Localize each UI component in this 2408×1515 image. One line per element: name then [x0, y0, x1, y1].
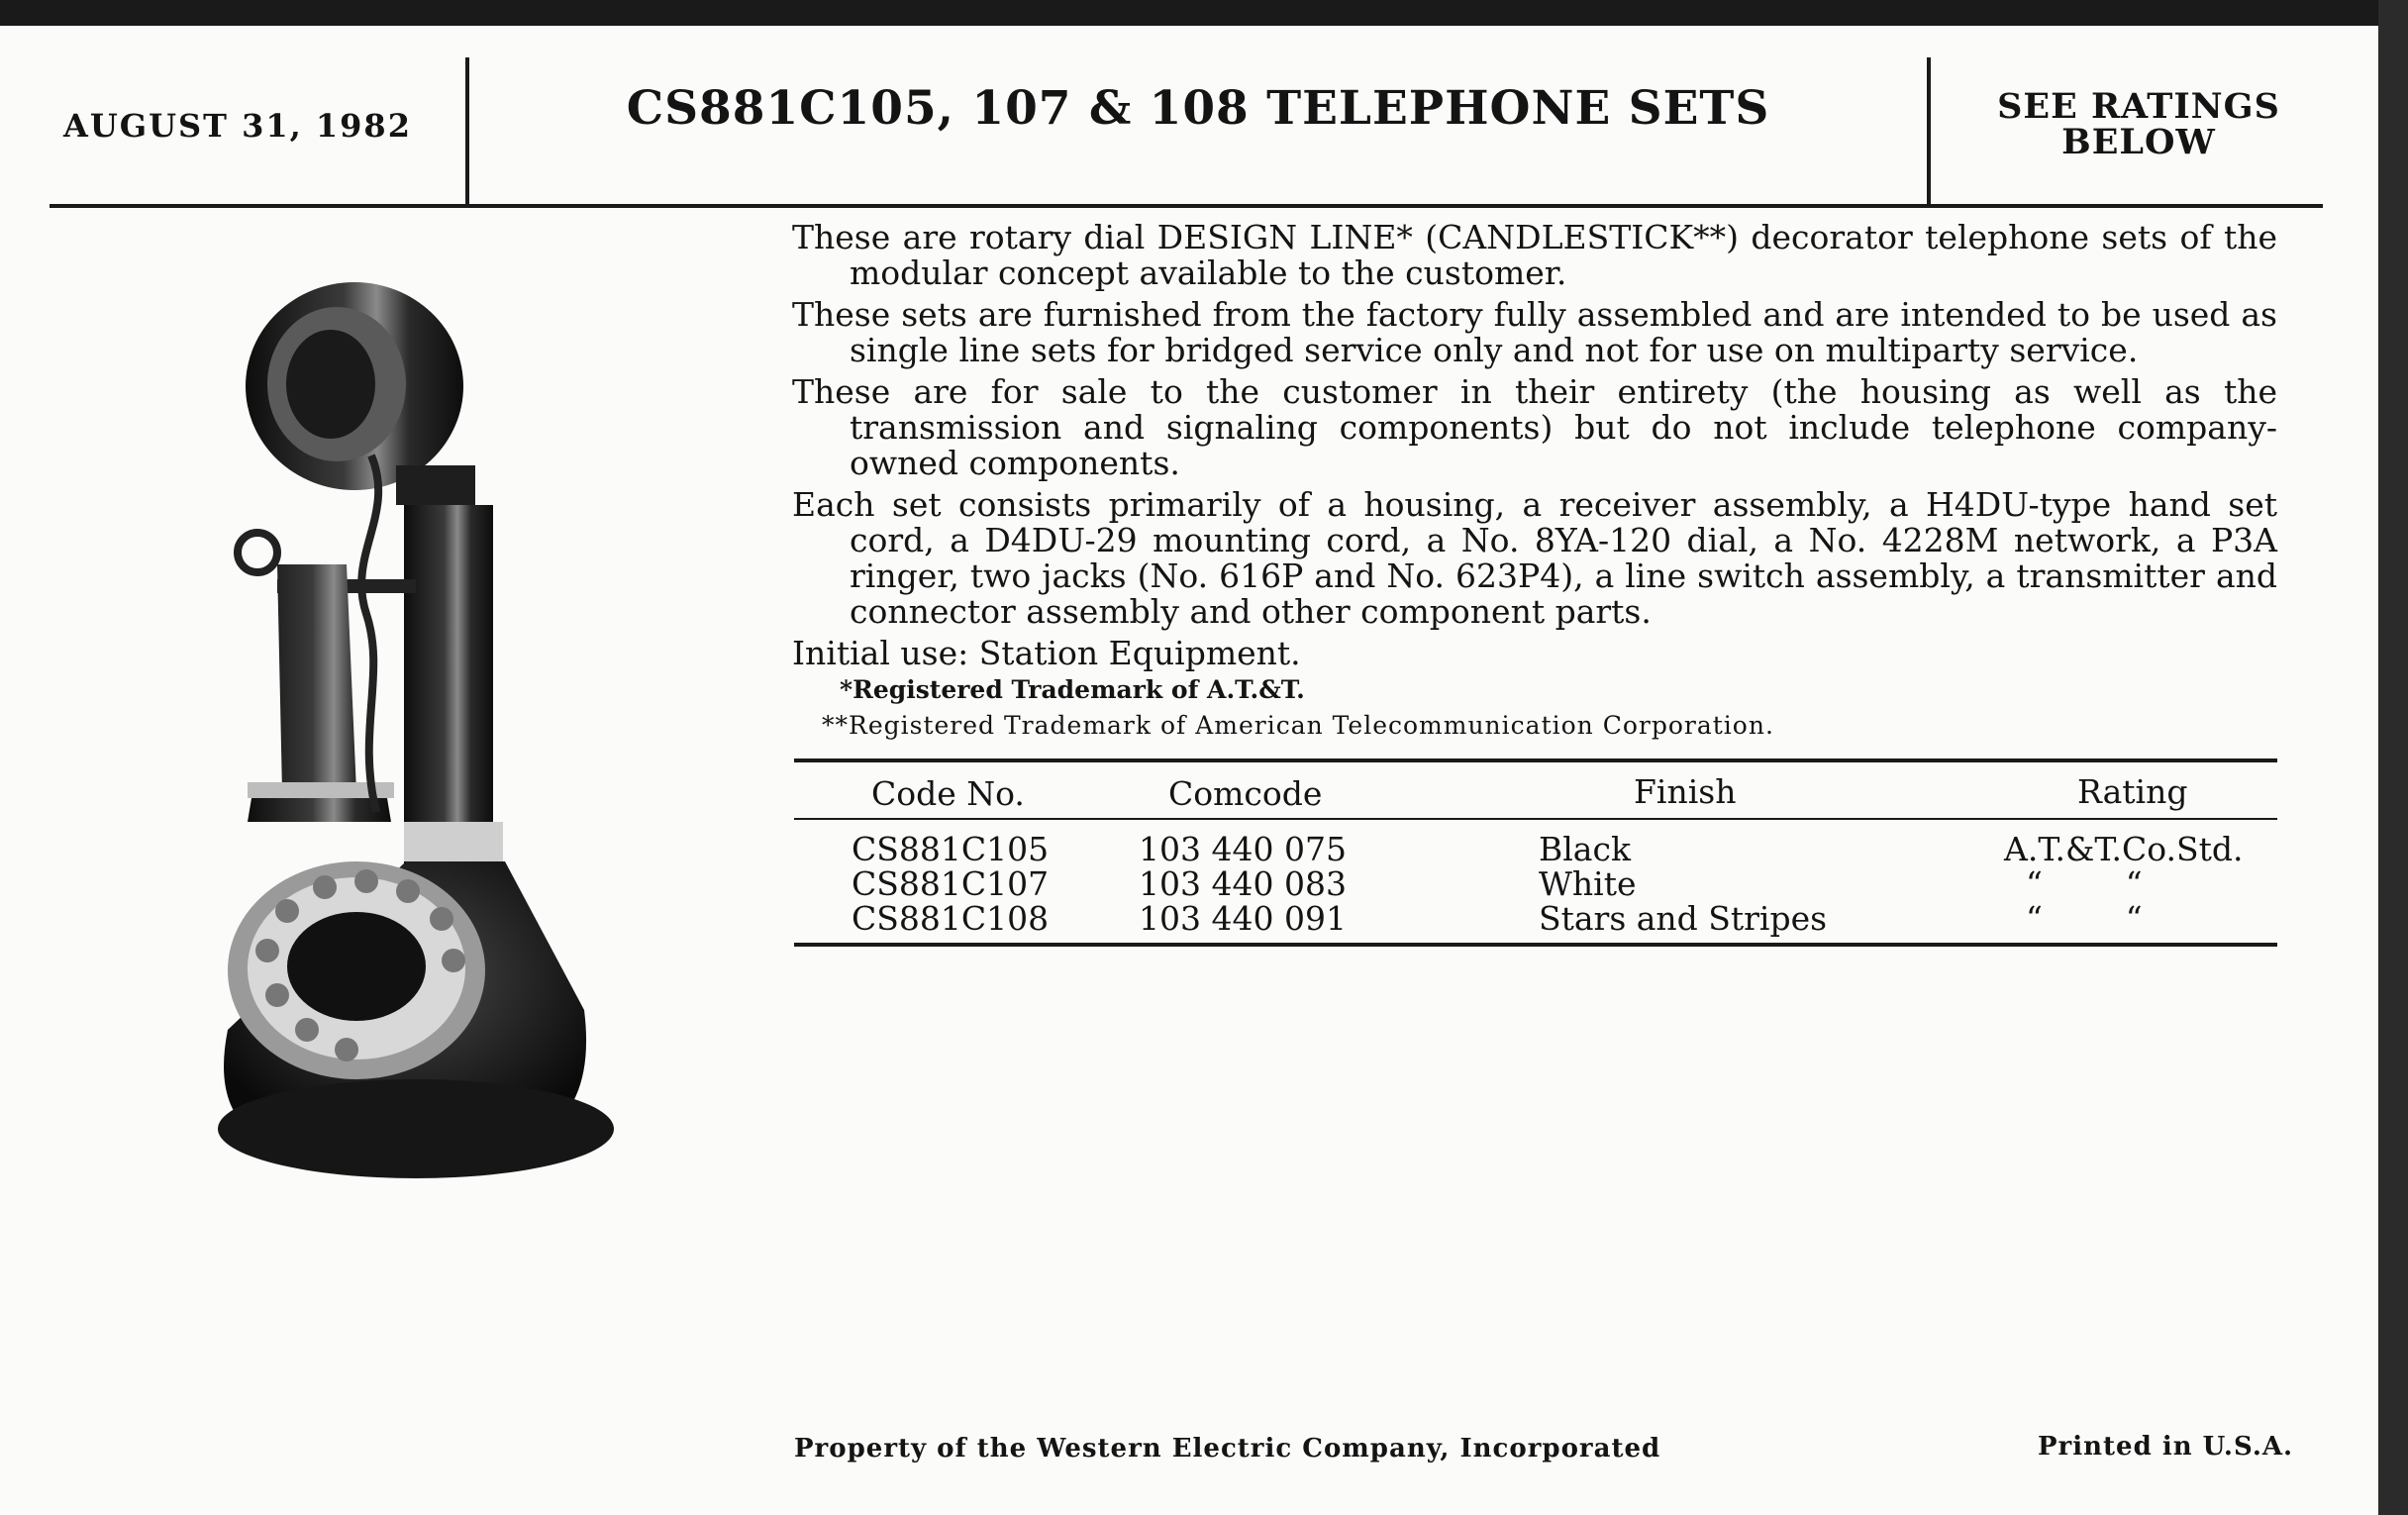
cell-code-no: CS881C108 — [852, 899, 1050, 938]
cell-finish: Stars and Stripes — [1539, 899, 1828, 938]
table-row — [794, 864, 2277, 903]
header-comcode: Comcode — [1168, 774, 1323, 813]
table-row — [794, 830, 2277, 868]
cell-rating: A.T.&T.Co.Std. — [2004, 830, 2244, 868]
cell-finish: Black — [1539, 830, 1631, 868]
printed-notice: Printed in U.S.A. — [2038, 1432, 2294, 1462]
cell-finish: White — [1539, 864, 1637, 903]
description-paragraph: Initial use: Station Equipment. — [792, 634, 1301, 672]
header-rule — [50, 204, 2323, 208]
scan-edge — [2378, 0, 2408, 1515]
ratings-note-line2: BELOW — [2061, 122, 2216, 162]
table-body — [794, 820, 2277, 943]
cell-rating: “ “ — [2026, 899, 2143, 938]
property-notice: Property of the Western Electric Company, Incorporated — [794, 1434, 1661, 1464]
header-finish: Finish — [1634, 772, 1737, 811]
trademark-note-atc: **Registered Trademark of American Telecommunication Corporation. — [822, 711, 1774, 740]
cell-comcode: 103 440 091 — [1139, 899, 1347, 938]
trademark-note-att: *Registered Trademark of A.T.&T. — [840, 675, 1305, 704]
description-paragraph: These are rotary dial DESIGN LINE* (CANDLESTICK**) decorator telephone sets of the modular concept available to the customer. — [792, 218, 2277, 292]
cell-rating: “ “ — [2026, 864, 2143, 903]
description-paragraph: Each set consists primarily of a housing, a receiver assembly, a H4DU-type hand set cord, a D4DU-29 mounting cord, a No. 8YA-120 dial, a No. 4228M network, a P3A ringer, two jacks (No. 616P and No. 623P4), a line switch assembly, a transmitter and connector assembly and other component parts. — [792, 485, 2277, 631]
issue-date: AUGUST 31, 1982 — [63, 107, 412, 145]
header-code-no: Code No. — [871, 774, 1025, 813]
cell-comcode: 103 440 075 — [1139, 830, 1347, 868]
ratings-note — [1941, 86, 2337, 162]
candlestick-telephone-icon — [208, 257, 644, 1188]
table-row — [794, 899, 2277, 938]
cell-code-no: CS881C107 — [852, 864, 1050, 903]
cell-comcode: 103 440 083 — [1139, 864, 1347, 903]
document-title: CS881C105, 107 & 108 TELEPHONE SETS — [626, 81, 1770, 136]
cell-code-no: CS881C105 — [852, 830, 1050, 868]
description-paragraph: These are for sale to the customer in their entirety (the housing as well as the transmission and signaling components) but do not include telephone company-owned components. — [792, 372, 2277, 482]
description-paragraph: These sets are furnished from the factory fully assembled and are intended to be used as single line sets for bridged service only and not for use on multiparty service. — [792, 295, 2277, 369]
ratings-table — [794, 758, 2277, 947]
header-divider-left — [465, 57, 469, 204]
ratings-note-line1: SEE RATINGS — [1997, 86, 2280, 127]
table-header — [794, 762, 2277, 818]
header-divider-right — [1927, 57, 1931, 204]
table-bottom-rule — [794, 943, 2277, 947]
header-rating: Rating — [2077, 772, 2188, 811]
description — [792, 220, 2277, 677]
